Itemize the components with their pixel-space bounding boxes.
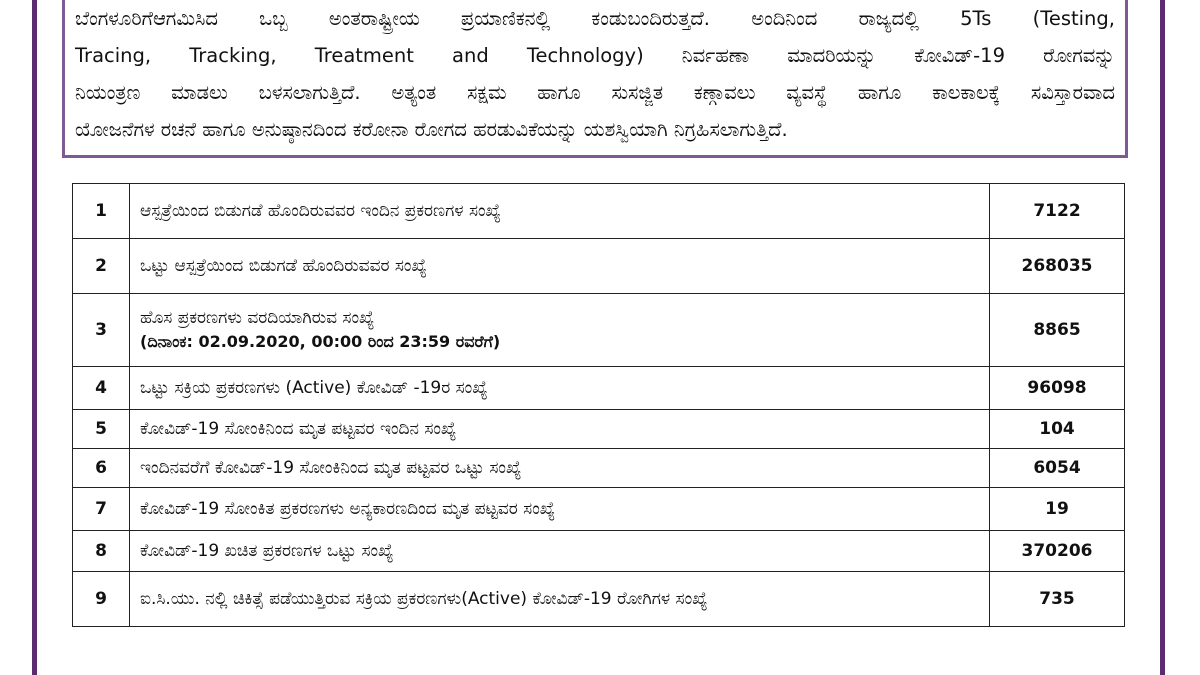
row-description-text: ಕೋವಿಡ್-19 ಖಚಿತ ಪ್ರಕರಣಗಳ ಒಟ್ಟು ಸಂಖ್ಯೆ	[140, 541, 394, 561]
row-description	[130, 294, 990, 367]
page-frame-left-border	[32, 0, 37, 675]
row-description-text: ಒಟ್ಟು ಸಕ್ರಿಯ ಪ್ರಕರಣಗಳು (Active) ಕೋವಿಡ್ -19ರ ಸಂಖ್ಯೆ	[140, 378, 488, 398]
page-frame-right-border	[1160, 0, 1165, 675]
row-number: 1	[73, 184, 130, 239]
table-row	[73, 410, 1125, 449]
row-number: 8	[73, 531, 130, 572]
row-number: 9	[73, 572, 130, 627]
row-number: 2	[73, 239, 130, 294]
intro-paragraph-box	[62, 0, 1128, 158]
row-value: 6054	[990, 449, 1125, 488]
table-row	[73, 531, 1125, 572]
row-number: 3	[73, 294, 130, 367]
row-value: 735	[990, 572, 1125, 627]
row-number: 5	[73, 410, 130, 449]
row-number: 4	[73, 367, 130, 410]
table-row	[73, 449, 1125, 488]
intro-line-4: ಯೋಜನೆಗಳ ರಚನೆ ಹಾಗೂ ಅನುಷ್ಠಾನದಿಂದ ಕರೋನಾ ರೋಗದ ಹರಡುವಿಕೆಯನ್ನು ಯಶಸ್ವಿಯಾಗಿ ನಿಗ್ರಹಿಸಲಾಗುತ್ತಿದೆ.	[75, 118, 788, 141]
covid-statistics-table	[72, 183, 1125, 627]
row-number: 7	[73, 488, 130, 531]
row-date-note: (ದಿನಾಂಕ: 02.09.2020, 00:00 ರಿಂದ 23:59 ರವರೆಗೆ)	[140, 332, 501, 351]
row-description-text: ಐ.ಸಿ.ಯು. ನಲ್ಲಿ ಚಿಕಿತ್ಸೆ ಪಡೆಯುತ್ತಿರುವ ಸಕ್ರಿಯ ಪ್ರಕರಣಗಳು(Active) ಕೋವಿಡ್-19 ರೋಗಿಗಳ ಸಂಖ್ಯೆ	[140, 589, 708, 609]
row-description	[130, 449, 990, 488]
row-number: 6	[73, 449, 130, 488]
row-description-text: ಕೋವಿಡ್-19 ಸೋಂಕಿತ ಪ್ರಕರಣಗಳು ಅನ್ಯಕಾರಣದಿಂದ ಮೃತ ಪಟ್ಟವರ ಸಂಖ್ಯೆ	[140, 499, 556, 519]
row-description	[130, 572, 990, 627]
row-value: 96098	[990, 367, 1125, 410]
table-row	[73, 239, 1125, 294]
table-row	[73, 488, 1125, 531]
row-description	[130, 410, 990, 449]
row-value: 370206	[990, 531, 1125, 572]
intro-line-1: ಬೆಂಗಳೂರಿಗೆಆಗಮಿಸಿದ ಒಬ್ಬ ಅಂತರಾಷ್ಟ್ರೀಯ ಪ್ರಯಾಣಿಕನಲ್ಲಿ ಕಂಡುಬಂದಿರುತ್ತದೆ. ಅಂದಿನಿಂದ ರಾಜ್ಯದಲ್ಲಿ 5Ts (Testing,	[75, 7, 1115, 30]
row-value: 8865	[990, 294, 1125, 367]
table-row	[73, 294, 1125, 367]
row-description	[130, 239, 990, 294]
row-description	[130, 184, 990, 239]
table-row	[73, 572, 1125, 627]
intro-line-3: ನಿಯಂತ್ರಣ ಮಾಡಲು ಬಳಸಲಾಗುತ್ತಿದೆ. ಅತ್ಯಂತ ಸಕ್ಷಮ ಹಾಗೂ ಸುಸಜ್ಜಿತ ಕಣ್ಗಾವಲು ವ್ಯವಸ್ಥೆ ಹಾಗೂ ಕಾಲಕಾಲಕ್ಕೆ ಸವಿಸ್ತಾರವಾದ	[75, 81, 1115, 104]
row-description-text: ಇಂದಿನವರೆಗೆ ಕೋವಿಡ್-19 ಸೋಂಕಿನಿಂದ ಮೃತ ಪಟ್ಟವರ ಒಟ್ಟು ಸಂಖ್ಯೆ	[140, 458, 522, 478]
row-value: 19	[990, 488, 1125, 531]
row-value: 104	[990, 410, 1125, 449]
row-description-text: ಕೋವಿಡ್-19 ಸೋಂಕಿನಿಂದ ಮೃತ ಪಟ್ಟವರ ಇಂದಿನ ಸಂಖ್ಯೆ	[140, 419, 457, 439]
row-value: 268035	[990, 239, 1125, 294]
row-description	[130, 531, 990, 572]
table-row	[73, 367, 1125, 410]
row-description-text: ಆಸ್ಪತ್ರೆಯಿಂದ ಬಿಡುಗಡೆ ಹೊಂದಿರುವವರ ಇಂದಿನ ಪ್ರಕರಣಗಳ ಸಂಖ್ಯೆ	[140, 201, 501, 221]
table-row	[73, 184, 1125, 239]
row-description	[130, 488, 990, 531]
row-value: 7122	[990, 184, 1125, 239]
row-description	[130, 367, 990, 410]
intro-line-2: Tracing, Tracking, Treatment and Technology) ನಿರ್ವಹಣಾ ಮಾದರಿಯನ್ನು ಕೋವಿಡ್-19 ರೋಗವನ್ನು	[75, 44, 1115, 67]
row-description-text: ಹೊಸ ಪ್ರಕರಣಗಳು ವರದಿಯಾಗಿರುವ ಸಂಖ್ಯೆ	[140, 308, 375, 328]
row-description-text: ಒಟ್ಟು ಆಸ್ಪತ್ರೆಯಿಂದ ಬಿಡುಗಡೆ ಹೊಂದಿರುವವರ ಸಂಖ್ಯೆ	[140, 256, 427, 276]
